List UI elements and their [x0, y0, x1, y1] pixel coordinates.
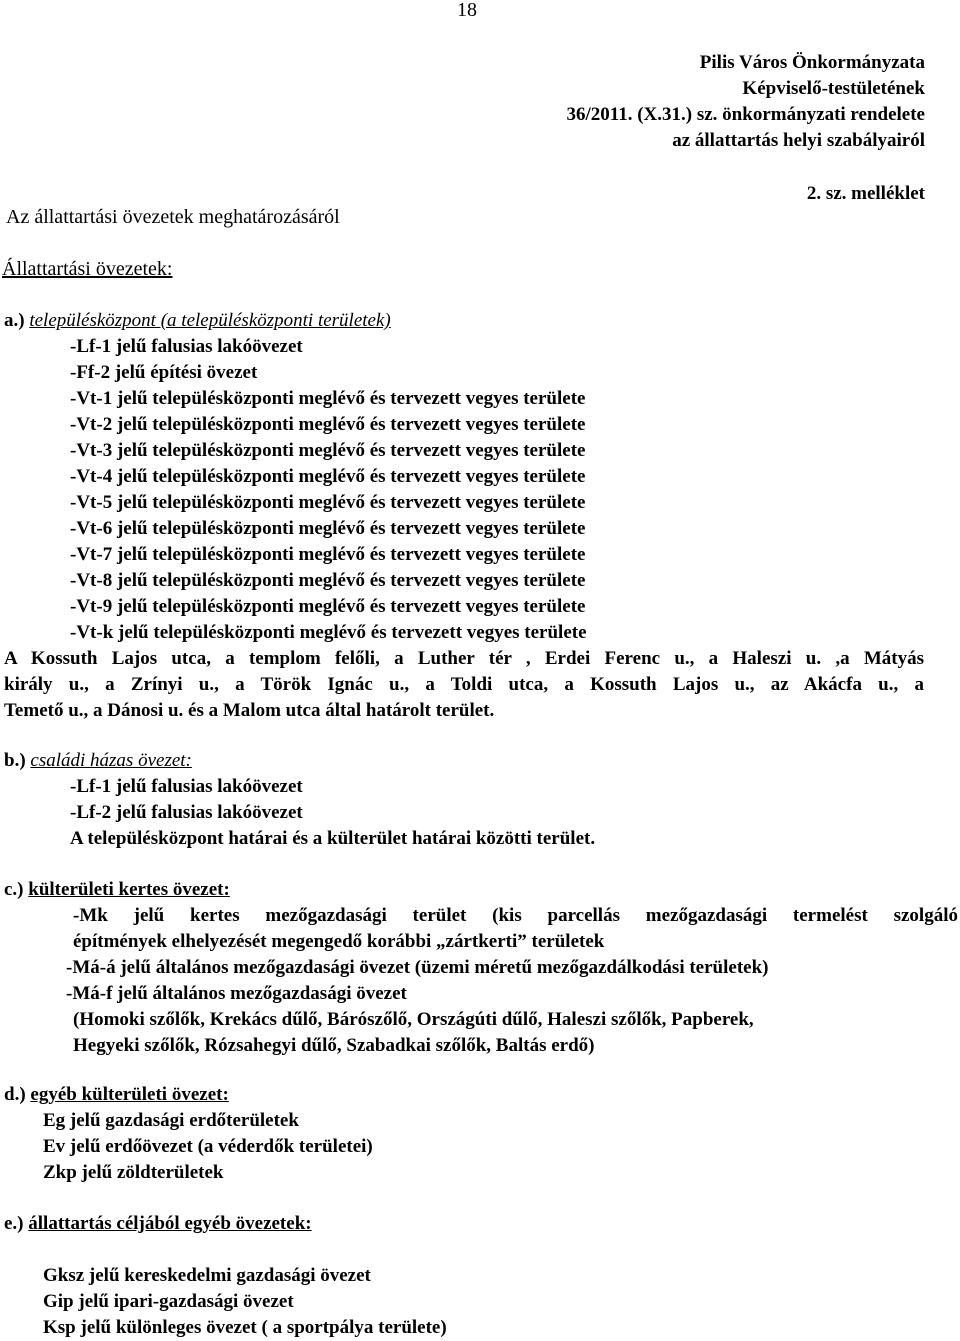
section-e-item: Gksz jelű kereskedelmi gazdasági övezet	[43, 1265, 371, 1286]
page-number: 18	[457, 0, 477, 21]
section-c-item: -Mk jelű kertes mezőgazdasági terület (kis parcellás mezőgazdasági termelést szolgáló	[73, 905, 958, 926]
section-a-item: -Vt-2 jelű településközponti meglévő és tervezett vegyes területe	[70, 414, 586, 435]
attachment-label: 2. sz. melléklet	[806, 183, 925, 204]
section-a-item: -Vt-4 jelű településközponti meglévő és tervezett vegyes területe	[70, 466, 586, 487]
section-a-title-text: településközpont (a településközponti területek)	[29, 310, 391, 331]
section-e-spacer	[4, 1237, 958, 1263]
section-a-description-line: Temető u., a Dánosi u. és a Malom utca által határolt terület.	[4, 700, 495, 721]
section-b	[4, 748, 958, 852]
section-e-item: Ksp jelű különleges övezet ( a sportpálya területe)	[43, 1317, 447, 1338]
section-e-letter: e.)	[4, 1213, 24, 1234]
header-line-municipality: Pilis Város Önkormányzata	[699, 52, 925, 73]
document-heading: Az állattartási övezetek meghatározásáról	[6, 206, 340, 228]
section-c-item: (Homoki szőlők, Krekács dűlő, Bárószőlő, Országúti dűlő, Haleszi szőlők, Papberek,	[73, 1009, 754, 1030]
document-header	[567, 50, 926, 154]
section-b-item: -Lf-2 jelű falusias lakóövezet	[70, 802, 303, 823]
section-a-item: -Vt-6 jelű településközponti meglévő és tervezett vegyes területe	[70, 518, 586, 539]
section-a-description-line: király u., a Zrínyi u., a Török Ignác u., a Toldi utca, a Kossuth Lajos u., az Akácfa u., a	[4, 674, 924, 695]
section-d-item: Eg jelű gazdasági erdőterületek	[43, 1110, 299, 1131]
section-a-item: -Vt-7 jelű településközponti meglévő és tervezett vegyes területe	[70, 544, 586, 565]
section-a-item: -Vt-3 jelű településközponti meglévő és tervezett vegyes területe	[70, 440, 586, 461]
header-line-decree-subject: az állattartás helyi szabályairól	[672, 130, 925, 151]
section-e-title	[4, 1211, 958, 1237]
section-a-item: -Vt-8 jelű településközponti meglévő és tervezett vegyes területe	[70, 570, 586, 591]
section-b-title-text: családi házas övezet:	[30, 750, 192, 771]
section-c-item: -Má-f jelű általános mezőgazdasági övezet	[66, 983, 407, 1004]
section-a-item: -Vt-5 jelű településközponti meglévő és tervezett vegyes területe	[70, 492, 586, 513]
section-a-item: -Lf-1 jelű falusias lakóövezet	[70, 336, 303, 357]
section-e	[4, 1211, 958, 1341]
section-d-item: Zkp jelű zöldterületek	[43, 1162, 224, 1183]
zones-heading: Állattartási övezetek:	[2, 258, 173, 280]
section-d-item: Ev jelű erdőövezet (a véderdők területei)	[43, 1136, 373, 1157]
section-a-description-line: A Kossuth Lajos utca, a templom felőli, a Luther tér , Erdei Ferenc u., a Haleszi u. ,a Mátyás	[4, 648, 924, 669]
section-c	[4, 877, 958, 1059]
section-a-title	[4, 308, 958, 334]
section-e-item: Gip jelű ipari-gazdasági övezet	[43, 1291, 294, 1312]
section-d	[4, 1082, 958, 1186]
section-d-letter: d.)	[4, 1084, 26, 1105]
section-c-letter: c.)	[4, 879, 24, 900]
section-b-item: A településközpont határai és a külterület határai közötti terület.	[70, 828, 596, 849]
section-c-title	[4, 877, 958, 903]
section-d-title-text: egyéb külterületi övezet:	[30, 1084, 229, 1105]
section-a-item: -Vt-1 jelű településközponti meglévő és tervezett vegyes területe	[70, 388, 586, 409]
section-b-title	[4, 748, 958, 774]
section-a-item: -Vt-9 jelű településközponti meglévő és tervezett vegyes területe	[70, 596, 586, 617]
section-c-item: építmények elhelyezését megengedő korábbi „zártkerti” területek	[73, 931, 605, 952]
section-c-item: -Má-á jelű általános mezőgazdasági övezet (üzemi méretű mezőgazdálkodási területek)	[66, 957, 769, 978]
section-a-item: -Ff-2 jelű építési övezet	[70, 362, 258, 383]
section-e-title-text: állattartás céljából egyéb övezetek:	[28, 1213, 312, 1234]
section-a	[4, 308, 958, 724]
section-a-letter: a.)	[4, 310, 25, 331]
section-c-item: Hegyeki szőlők, Rózsahegyi dűlő, Szabadkai szőlők, Baltás erdő)	[73, 1035, 595, 1056]
header-line-body: Képviselő-testületének	[742, 78, 925, 99]
section-c-title-text: külterületi kertes övezet:	[28, 879, 230, 900]
section-d-title	[4, 1082, 958, 1108]
section-b-letter: b.)	[4, 750, 26, 771]
section-a-item: -Vt-k jelű településközponti meglévő és tervezett vegyes területe	[70, 622, 587, 643]
section-b-item: -Lf-1 jelű falusias lakóövezet	[70, 776, 303, 797]
header-line-decree-number: 36/2011. (X.31.) sz. önkormányzati rendelete	[566, 104, 925, 125]
